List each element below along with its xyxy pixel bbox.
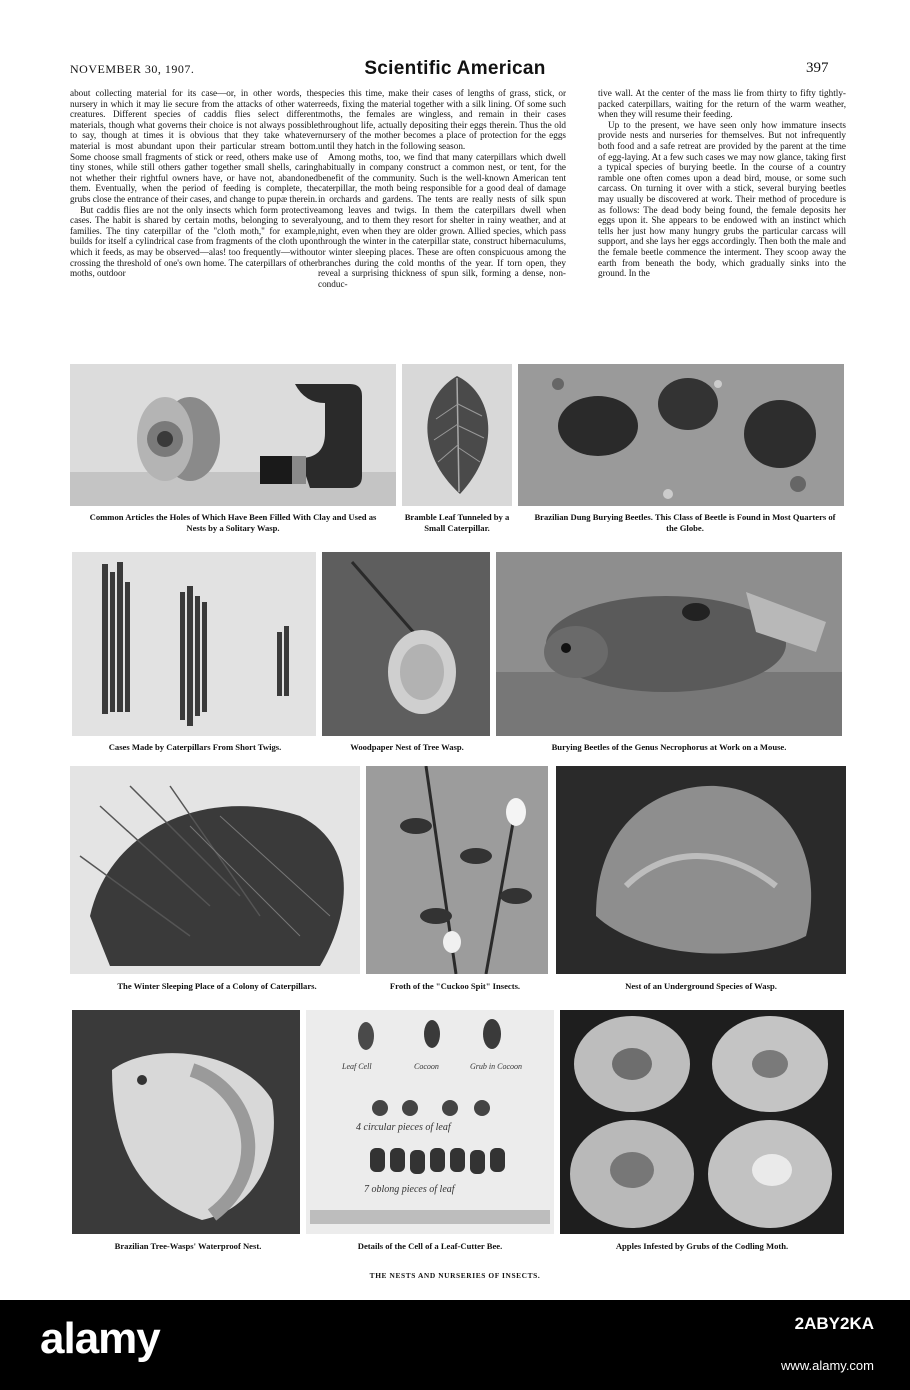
photo-underground-wasp-nest xyxy=(556,766,846,974)
photo-twig-cases xyxy=(72,552,316,736)
publication-title: Scientific American xyxy=(364,58,546,79)
figure-caption: Bramble Leaf Tunneled by a Small Caterpillar. xyxy=(404,512,510,533)
photo-bramble-leaf xyxy=(402,364,512,506)
figure-caption: Nest of an Underground Species of Wasp. xyxy=(625,981,777,991)
paragraph: about collecting material for its case—or, in other words, the nursery in which it may lie secure from the attacks of other water creatures. Different species of caddis flies select different materials, though what governs their choice is not always possible to say, though at times it is obvious that they take whatever material is most abundant upon their particular stream bottom. Some choose small fragments of stick or reed, others make use of tiny stones, while still others gather together small shells, caring not whether their rightful owners have, or have not, abandoned them. Eventually, when the period of feeding is complete, the grubs close the entrance of their cases, and change to pupæ therein. xyxy=(70,88,318,204)
paragraph: But caddis flies are not the only insects which form protective cases. The habit is shared by certain moths, belonging to several families. The tiny caterpillar of the "cloth moth," for example, builds for itself a cylindrical case from fragments of the cloth upon which it feeds, as may be observed—alas! too frequently—without crossing the threshold of one's own home. The caterpillars of other moths, outdoor xyxy=(70,204,318,279)
note-oblong-pieces: 7 oblong pieces of leaf xyxy=(364,1184,455,1195)
photo-tree-wasp-nest xyxy=(72,1010,300,1234)
paragraph: Among moths, too, we find that many caterpillars which dwell habitually in company construct a common nest, or tent, for the benefit of the community. Such is the well-known American tent caterpillar, the moth being responsible for a good deal of damage in orchards and gardens. The tents are really nests of silk spun among leaves and twigs. In them the caterpillars dwell when young, and to them they resort for shelter in rainy weather, and at night, even when they are older grown. Allied species, which pass through the winter in the caterpillar state, construct hibernaculums, or winter sleeping places. These are often conspicuous among the branches during the cold months of the year. If torn open, they reveal a surprising thickness of spun silk, forming a dense, non-conduc- xyxy=(318,151,566,289)
stock-logo: alamy xyxy=(40,1314,160,1363)
plate-title: THE NESTS AND NURSERIES OF INSECTS. xyxy=(369,1271,541,1280)
photo-wasp-nest-articles xyxy=(70,364,396,506)
text-column-2 xyxy=(318,88,566,372)
text-column-1 xyxy=(70,88,318,372)
issue-date: NOVEMBER 30, 1907. xyxy=(70,62,195,76)
paragraph: Up to the present, we have seen only how immature insects provide nests and nurseries for themselves. But not infrequently both food and a safe retreat are provided by the parent at the time of egg-laying. At a few such cases we may now glance, taking first a typical species of burying beetle. In the course of a country ramble one often comes upon a dead bird, mouse, or some such carcass. On turning it over with a stick, several burying beetles may usually be discovered at work. Their method of procedure is as follows: The dead body being found, the female deposits her eggs upon it. She appears to be endowed with an instinct which tells her just how many hungry grubs the particular carcass will support, and she lays her eggs accordingly. Then both the male and the female beetle commence the interment. They scoop away the earth from beneath the body, which gradually sinks into the ground. In the xyxy=(598,119,846,279)
note-cocoon: Cocoon xyxy=(414,1062,439,1071)
figure-caption: The Winter Sleeping Place of a Colony of Caterpillars. xyxy=(117,981,317,991)
photo-caterpillar-winter-nest xyxy=(70,766,360,974)
figure-caption: Woodpaper Nest of Tree Wasp. xyxy=(350,742,464,752)
figure-caption: Burying Beetles of the Genus Necrophorus at Work on a Mouse. xyxy=(551,742,787,752)
photo-dung-beetles xyxy=(518,364,844,506)
figure-caption: Apples Infested by Grubs of the Codling Moth. xyxy=(615,1241,789,1251)
photo-leafcutter-bee-cell xyxy=(306,1010,554,1234)
note-grub-in-cocoon: Grub in Cocoon xyxy=(470,1062,522,1071)
figure-caption: Cases Made by Caterpillars From Short Twigs. xyxy=(108,742,282,752)
photo-codling-moth-apples xyxy=(560,1010,844,1234)
note-leaf-cell: Leaf Cell xyxy=(342,1062,372,1071)
figure-caption: Common Articles the Holes of Which Have Been Filled With Clay and Used as Nests by a Solitary Wasp. xyxy=(89,512,377,533)
figure-caption: Details of the Cell of a Leaf-Cutter Bee. xyxy=(357,1241,503,1251)
text-column-3 xyxy=(598,88,846,372)
paragraph: species this time, make their cases of lengths of grass, stick, or reeds, fixing the material together with a silk lining. Of some such moths, the females are wingless, and remain in their cases throughout life, actually depositing their eggs therein. Thus the old nursery of the mother becomes a place of protection for the eggs until they hatch in the following season. xyxy=(318,88,566,151)
figure-caption: Brazilian Dung Burying Beetles. This Class of Beetle is Found in Most Quarters of the Globe. xyxy=(534,512,836,533)
page-number: 397 xyxy=(806,60,829,76)
photo-woodpaper-nest xyxy=(322,552,490,736)
figure-caption: Brazilian Tree-Wasps' Waterproof Nest. xyxy=(114,1241,262,1251)
note-circular-pieces: 4 circular pieces of leaf xyxy=(356,1122,451,1133)
stock-url: www.alamy.com xyxy=(781,1358,874,1373)
figure-caption: Froth of the "Cuckoo Spit" Insects. xyxy=(389,981,521,991)
stock-watermark-bar xyxy=(0,1300,910,1390)
paragraph: tive wall. At the center of the mass lie from thirty to fifty tightly-packed caterpillars, waiting for the return of the warm weather, when they will resume their feeding. xyxy=(598,88,846,120)
photo-cuckoo-spit-froth xyxy=(366,766,548,974)
photo-burying-beetles-mouse xyxy=(496,552,842,736)
stock-image-id: 2ABY2KA xyxy=(794,1314,874,1333)
